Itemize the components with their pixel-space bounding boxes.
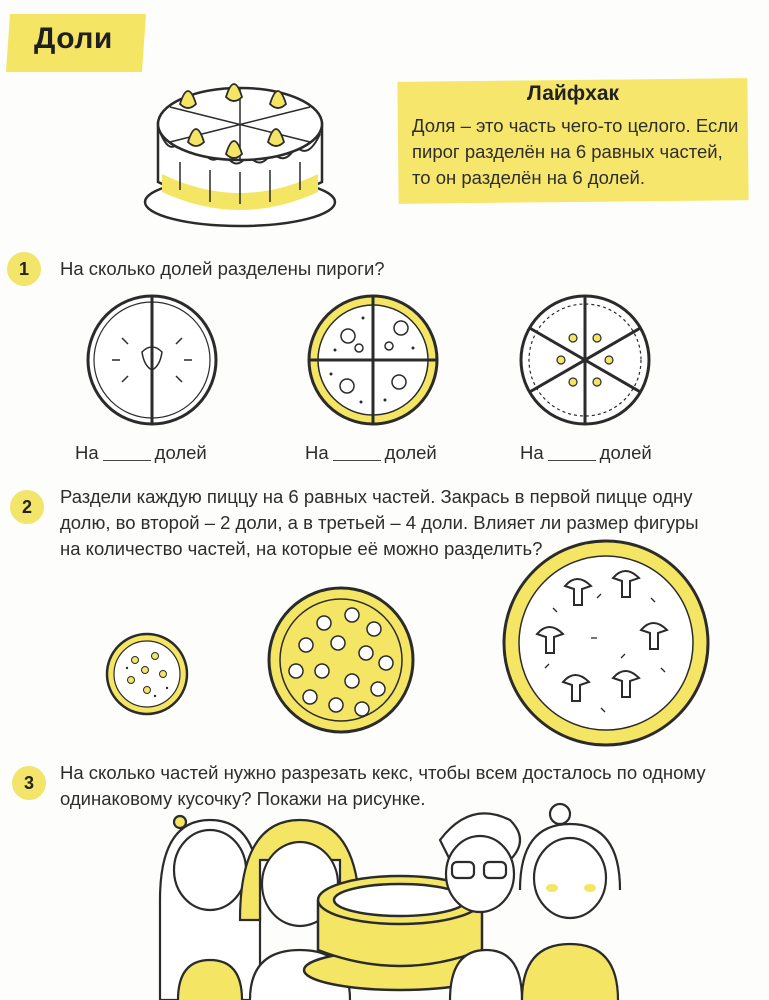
children-with-cake-illustration <box>140 800 760 1000</box>
answer-prefix: На <box>520 442 544 463</box>
task3-line: На сколько частей нужно разрезать кекс, чтобы всем досталось по одному <box>60 762 706 783</box>
answer-blank[interactable] <box>103 460 151 461</box>
lifehack-line: пирог разделён на 6 равных частей, <box>412 141 723 162</box>
task2-line: на количество частей, на которые её можно разделить? <box>60 538 543 559</box>
task2-line: Раздели каждую пиццу на 6 равных частей. Закрась в первой пицце одну <box>60 486 693 507</box>
answer-suffix: долей <box>599 442 652 463</box>
answer-suffix: долей <box>384 442 437 463</box>
task-number-badge: 2 <box>10 490 44 524</box>
lifehack-line: Доля – это часть чего-то целого. Если <box>412 115 739 136</box>
answer-line-1 <box>75 442 207 464</box>
pie-quarters <box>303 290 443 430</box>
task3-line: одинаковому кусочку? Покажи на рисунке. <box>60 788 426 809</box>
answer-prefix: На <box>305 442 329 463</box>
answer-blank[interactable] <box>333 460 381 461</box>
task-number-badge: 3 <box>12 766 46 800</box>
task1-question: На сколько долей разделены пироги? <box>60 258 385 279</box>
lifehack-line: то он разделён на 6 долей. <box>412 167 646 188</box>
answer-line-2 <box>305 442 437 464</box>
pie-halves <box>82 290 222 430</box>
pizza-small <box>105 632 189 716</box>
lifehack-text <box>412 113 742 191</box>
task-number-badge: 1 <box>7 252 41 286</box>
answer-blank[interactable] <box>548 460 596 461</box>
page-title: Доли <box>34 22 113 55</box>
answer-suffix: долей <box>154 442 207 463</box>
cake-illustration <box>140 62 340 232</box>
lifehack-title: Лайфхак <box>526 82 620 105</box>
task2-line: долю, во второй – 2 доли, а в третьей – 4 доли. Влияет ли размер фигуры <box>60 512 699 533</box>
answer-line-3 <box>520 442 652 464</box>
pie-sixths <box>515 290 655 430</box>
pizza-large <box>501 538 711 748</box>
pizza-medium <box>266 585 416 735</box>
answer-prefix: На <box>75 442 99 463</box>
